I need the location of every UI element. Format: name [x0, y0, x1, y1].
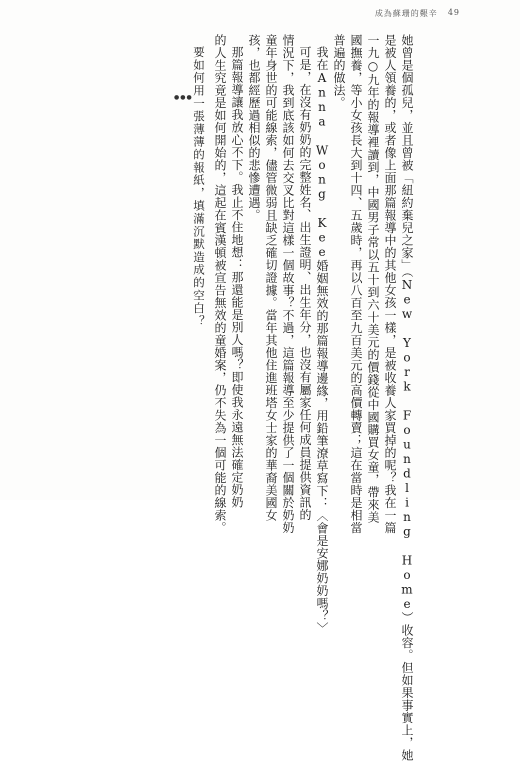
- text-column-11: 那篇報導讓我放心不下。我止不住地想：那還能是別人嗎？即使我永遠無法確定奶奶: [230, 46, 244, 509]
- text-column-7: 可是，在沒有奶奶的完整姓名、出生證明、出生年分，也沒有屬家任何成員提供資訊的: [298, 46, 312, 521]
- text-column-9: 童年身世的可能線索，儘管微弱且缺乏確切證據。當年其他住進班塔女士家的華裔美國女: [264, 34, 278, 522]
- text-column-1: 她曾是個孤兒，並且曾被「紐約棄兒之家」（New York Foundling Home）收容。但如果事實上，她: [400, 34, 414, 762]
- page-number: 49: [447, 8, 460, 17]
- text-column-2: 是被人領養的，或者像上面那篇報導中的其他女孩一樣，是被收養人家買掉的呢？我在一篇: [383, 34, 397, 534]
- text-column-8: 情況下，我到底該如何去交叉比對這樣一個故事？不過，這篇報導至少提供了一個關於奶奶: [281, 34, 295, 534]
- text-column-13: 要如何用一張薄薄的報紙，填滿沉默造成的空白？: [192, 46, 206, 328]
- running-title: 成為蘇珊的艱辛: [374, 9, 438, 18]
- running-header: [375, 8, 460, 19]
- text-column-6: 我在Anna Wong Kee婚姻無效的那篇報導邊緣，用鉛筆潦草寫下：〈會是安娜奶奶嗎？〉: [315, 46, 329, 635]
- text-column-3: 一九○九年的報導裡讀到，中國男子常以五十到六十美元的價錢從中國購買女童，帶來美: [366, 34, 380, 524]
- text-column-4: 國撫養，等小女孩長大到十四、五歲時，再以八百至九百美元的高價轉賣；這在當時是相當: [349, 34, 363, 534]
- text-column-5: 普遍的做法。: [332, 34, 346, 109]
- section-ornament: ●●●: [174, 94, 193, 101]
- text-column-12: 的人生究竟是如何開始的，這起在賓漢頓被宣告無效的童婚案，仍不失為一個可能的線索。: [213, 34, 227, 534]
- text-column-10: 孩，也都經歷過相似的悲慘遭遇。: [247, 34, 261, 222]
